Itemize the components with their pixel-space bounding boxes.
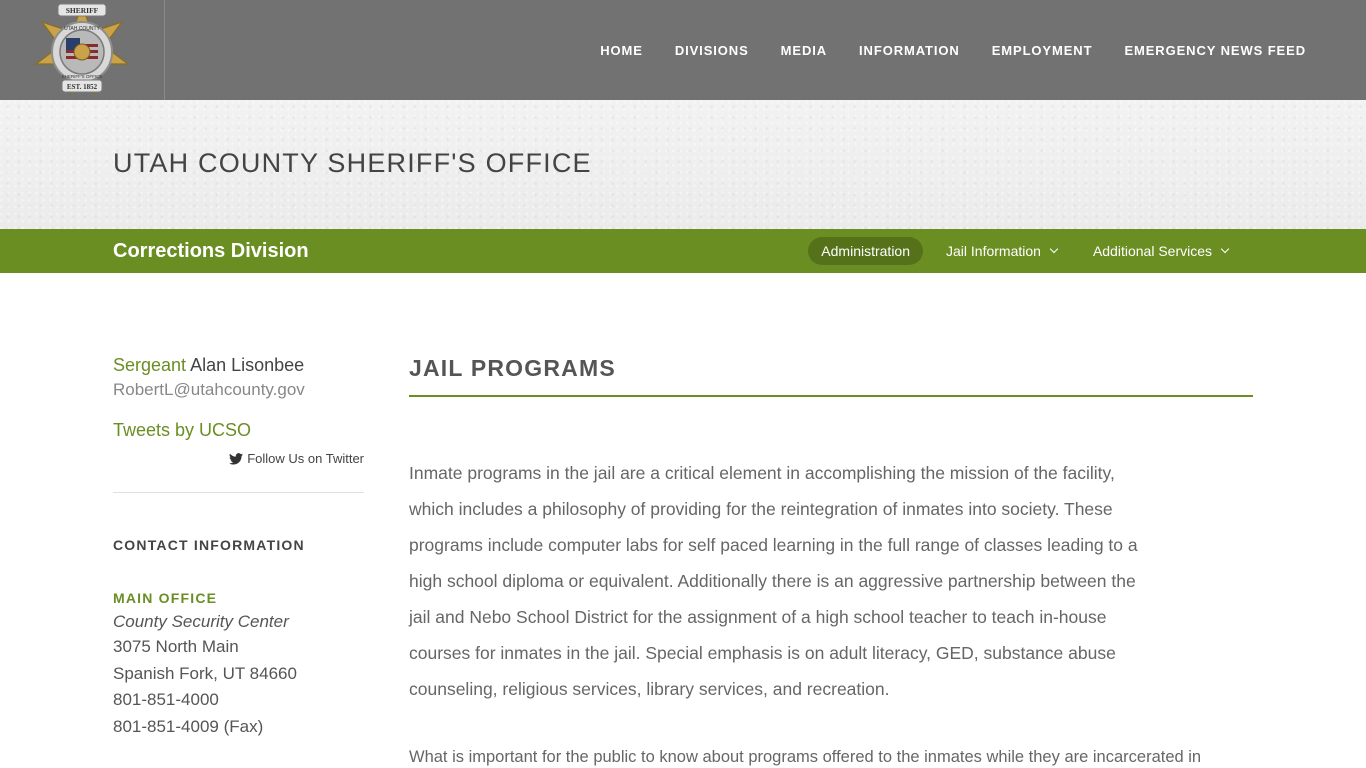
tweets-by-ucso-link[interactable]: Tweets by UCSO (113, 420, 252, 440)
paragraph-line: which includes a philosophy of providing for the reintegration of inmates into society. These (409, 499, 1113, 519)
subnav-item-label: Administration (821, 243, 910, 259)
contact-rank: Sergeant (113, 355, 187, 375)
badge-ring-bottom: SHERIFF'S OFFICE (61, 74, 103, 79)
follow-on-twitter-link[interactable] (113, 451, 364, 466)
nav-information[interactable]: INFORMATION (859, 42, 960, 58)
site-banner (0, 100, 1366, 229)
contact-email[interactable]: RobertL@utahcounty.gov (113, 380, 305, 399)
division-menu (798, 237, 1241, 265)
nav-media[interactable]: MEDIA (780, 42, 828, 58)
nav-employment[interactable]: EMPLOYMENT (991, 42, 1093, 58)
paragraph-line: courses for inmates in the jail. Special emphasis is on adult literacy, GED, substance abuse (409, 643, 1116, 663)
main-nav (568, 0, 1306, 100)
badge-top-text: SHERIFF (65, 6, 99, 15)
subnav-item-additional-services[interactable] (1080, 237, 1241, 265)
paragraph-line: programs include computer labs for self paced learning in the full range of classes leading to a (409, 535, 1138, 555)
chevron-down-icon (1221, 245, 1229, 253)
contact-name: Alan Lisonbee (190, 355, 305, 375)
logo-container[interactable] (0, 0, 165, 100)
badge-ring-top: UTAH COUNTY (64, 26, 100, 32)
badge-est-text: EST. 1852 (66, 83, 98, 91)
division-title[interactable]: Corrections Division (113, 240, 309, 262)
sidebar (113, 355, 364, 740)
phone-number[interactable]: 801-851-4000 (113, 690, 219, 709)
nav-emergency-news-feed[interactable]: EMERGENCY NEWS FEED (1124, 42, 1306, 58)
contact-information-heading: CONTACT INFORMATION (113, 537, 305, 553)
site-title: UTAH COUNTY SHERIFF'S OFFICE (113, 148, 592, 178)
site-header (0, 0, 1366, 100)
page-title: JAIL PROGRAMS (409, 355, 1253, 397)
second-paragraph: What is important for the public to know about programs offered to the inmates while they are incarcerated in (409, 748, 1202, 766)
subnav-item-label: Jail Information (946, 243, 1041, 259)
paragraph-line: Inmate programs in the jail are a critical element in accomplishing the mission of the facility, (409, 463, 1115, 483)
twitter-icon (229, 453, 243, 465)
contact-person (113, 355, 364, 376)
sheriff-badge-logo[interactable] (28, 0, 136, 100)
sidebar-divider (113, 492, 364, 493)
address-line-2: Spanish Fork, UT 84660 (113, 663, 297, 683)
subnav-item-label: Additional Services (1092, 243, 1212, 259)
subnav-item-administration[interactable] (808, 237, 923, 265)
subnav-item-jail-information[interactable] (933, 237, 1070, 265)
address-line-1: 3075 North Main (113, 637, 239, 656)
chevron-down-icon (1050, 245, 1058, 253)
fax-number: 801-851-4009 (Fax) (113, 716, 264, 736)
division-subnav (0, 229, 1366, 273)
main-office-heading: MAIN OFFICE (113, 590, 218, 606)
intro-paragraph (409, 455, 1253, 707)
paragraph-line: jail and Nebo School District for the assignment of a high school teacher to teach in-house (409, 607, 1107, 627)
main-content (409, 355, 1253, 768)
paragraph-line: counseling, religious services, library services, and recreation. (409, 679, 890, 699)
office-name: County Security Center (113, 612, 289, 631)
paragraph-line: high school diploma or equivalent. Additionally there is an aggressive partnership between the (409, 571, 1136, 591)
follow-label: Follow Us on Twitter (247, 451, 364, 466)
nav-home[interactable]: HOME (600, 42, 643, 58)
nav-divisions[interactable]: DIVISIONS (674, 42, 749, 58)
